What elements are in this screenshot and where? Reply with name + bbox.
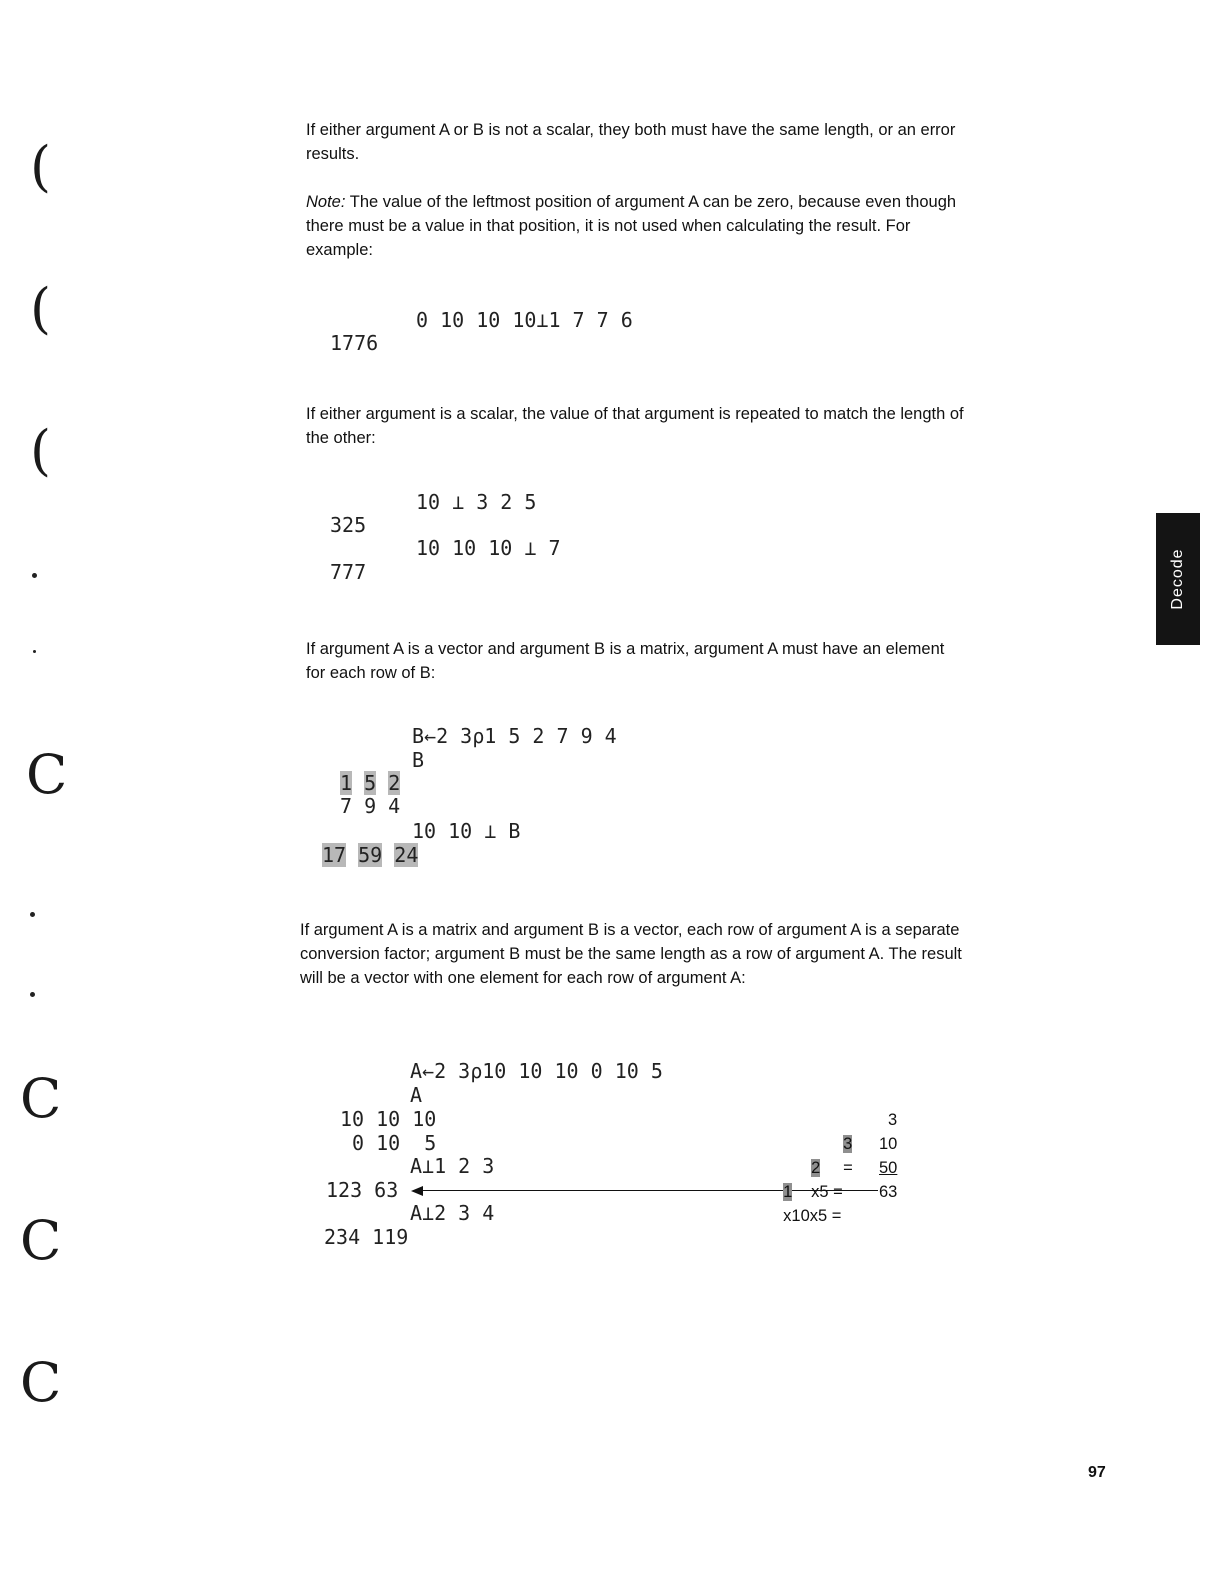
calc-expression: =	[843, 1159, 853, 1177]
result-value: 17	[322, 843, 347, 867]
code-input: A	[410, 1083, 423, 1107]
code-result	[322, 844, 418, 867]
margin-dot	[30, 992, 35, 997]
calc-line-3	[774, 1156, 841, 1228]
code-result: 234 119	[324, 1225, 409, 1249]
margin-mark: (	[30, 135, 52, 198]
paragraph-4: If argument A is a vector and argument B is a matrix, argument A must have an element for each row of B:	[306, 640, 945, 682]
section-tab-label: Decode	[1169, 548, 1186, 610]
calc-value: 3	[888, 1111, 898, 1129]
note-text: The value of the leftmost position of argument A can be zero, because even though there must be a value in that position, it is not used when calculating the result. For example:	[306, 193, 957, 259]
calc-underlined-value: 50	[879, 1159, 898, 1177]
calc-digit: 1	[783, 1183, 793, 1201]
margin-dot	[33, 650, 36, 653]
section-tab	[1156, 513, 1200, 645]
margin-mark: (	[30, 277, 52, 340]
result-value: 24	[394, 843, 419, 867]
arrow-head	[411, 1186, 423, 1196]
result-value: 59	[358, 843, 383, 867]
code-result: 1776	[330, 331, 379, 355]
margin-mark: (	[30, 419, 52, 482]
calc-value	[879, 1156, 897, 1180]
code-input: A←2 3⍴10 10 10 0 10 5	[410, 1059, 663, 1083]
calc-value: 10	[879, 1135, 898, 1153]
margin-dot	[32, 573, 37, 578]
calc-total: 63	[879, 1183, 898, 1201]
paragraph-note	[306, 190, 966, 262]
code-input: 10 10 10 ⊥ 7	[416, 536, 561, 560]
paragraph-3: If either argument is a scalar, the value of that argument is repeated to match the length of the other:	[306, 405, 964, 447]
matrix-cell: 1	[340, 771, 353, 795]
matrix-row-highlighted	[340, 772, 400, 795]
code-result: 777	[330, 560, 367, 584]
matrix-row: 7 9 4	[340, 794, 401, 818]
paragraph-1: If either argument A or B is not a scalar, they both must have the same length, or an error results.	[306, 121, 956, 163]
margin-mark: C	[26, 743, 68, 806]
code-input: 10 10 ⊥ B	[412, 819, 521, 843]
calc-expression: x5 =	[811, 1183, 843, 1201]
code-result: 123 63	[326, 1178, 399, 1202]
paragraph-5: If argument A is a matrix and argument B is a vector, each row of argument A is a separate conversion factor; argument B must be the same length as a row of argument A. The result will be a vector with one element for each row of argument A:	[300, 921, 962, 987]
matrix-row: 10 10 10	[340, 1107, 437, 1131]
code-input: 0 10 10 10⊥1 7 7 6	[416, 308, 633, 332]
code-input: B←2 3⍴1 5 2 7 9 4	[412, 724, 617, 748]
calc-digit: 2	[811, 1159, 821, 1177]
margin-mark: C	[20, 1067, 62, 1130]
code-input: A⊥1 2 3	[410, 1154, 495, 1178]
calc-digit: 3	[843, 1135, 853, 1153]
page-number: 97	[1088, 1464, 1106, 1481]
code-input: 10 ⊥ 3 2 5	[416, 490, 537, 514]
margin-mark: C	[20, 1351, 62, 1414]
code-input: A⊥2 3 4	[410, 1201, 495, 1225]
calc-expression: x10x5 =	[783, 1207, 842, 1225]
matrix-row: 0 10 5	[340, 1131, 437, 1155]
code-input: B	[412, 748, 425, 772]
matrix-cell: 5	[364, 771, 377, 795]
code-result: 325	[330, 513, 367, 537]
matrix-cell: 2	[388, 771, 401, 795]
note-label: Note:	[306, 193, 346, 211]
margin-dot	[30, 912, 35, 917]
margin-mark: C	[20, 1209, 62, 1272]
